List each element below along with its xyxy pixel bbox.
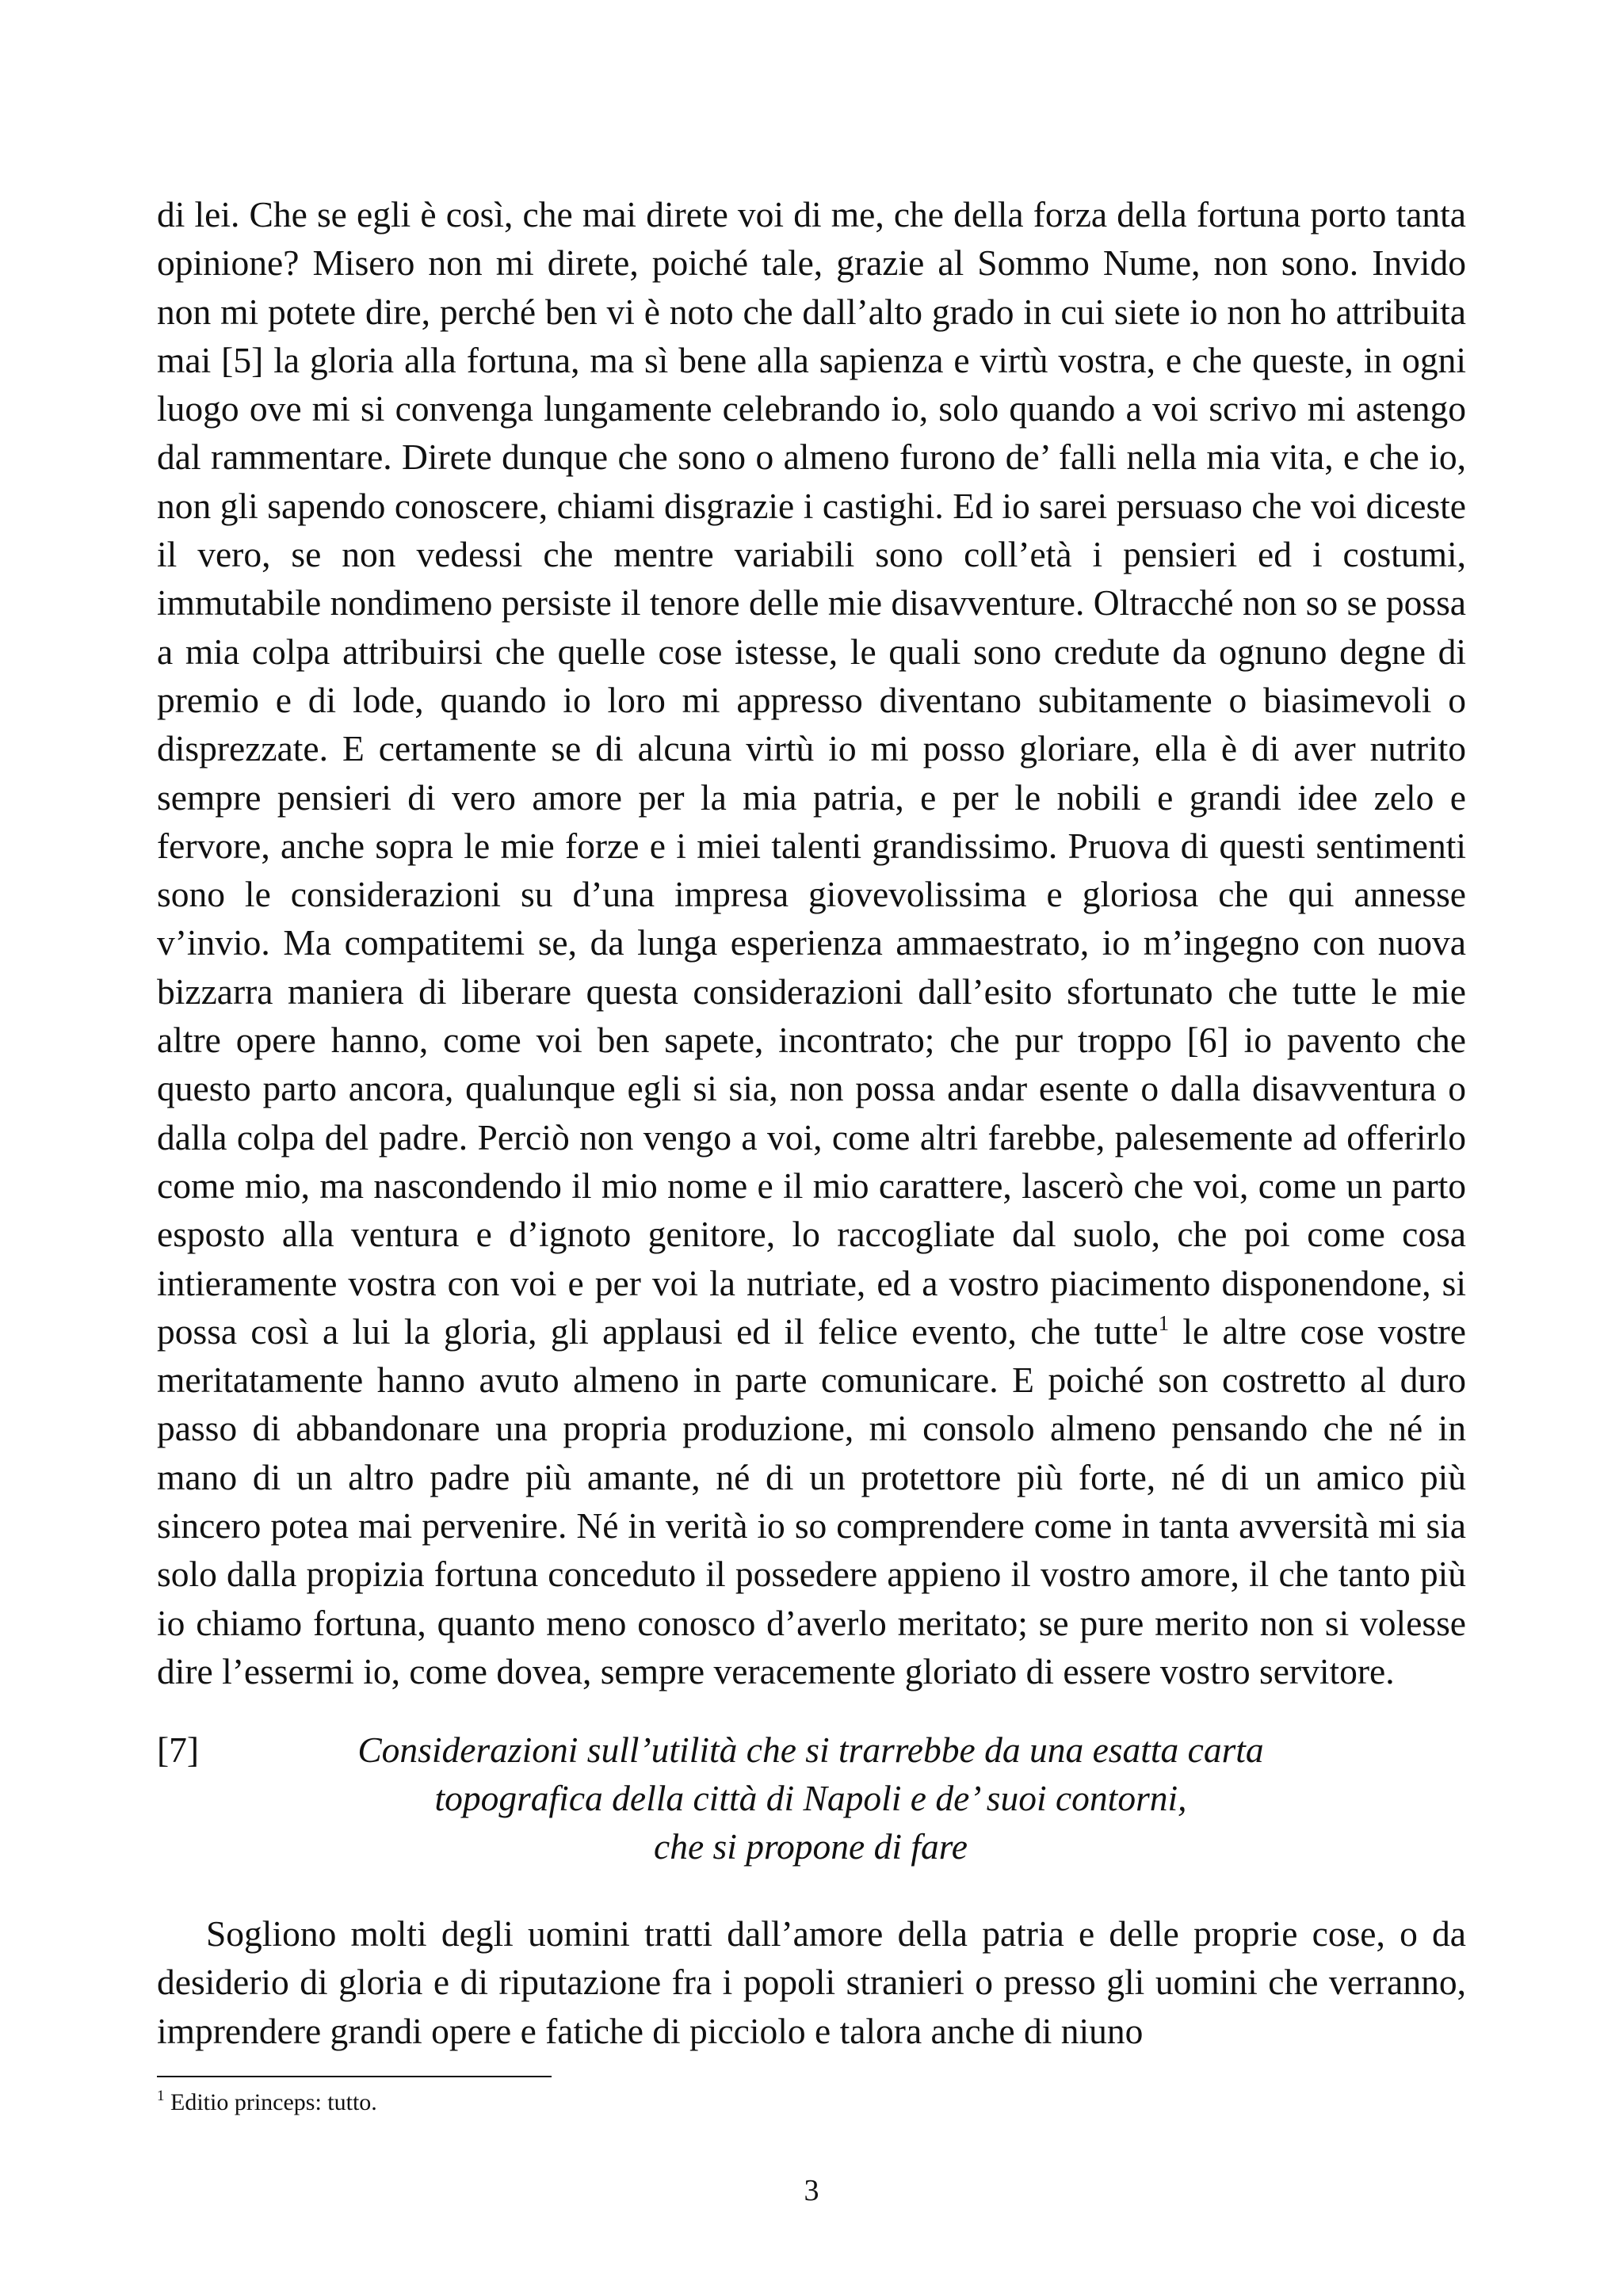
body-paragraph (157, 190, 1466, 1695)
chapter-title (315, 1726, 1306, 1871)
body-text-part-2: le altre cose vostre meritatamente hanno avuto almeno in parte comunicare. E poiché son costretto al duro passo di abbandonare una propria produzione, mi consolo almeno pensando che né in mano di un altro padre più amante, né di un protettore più forte, né di un amico più sincero potea mai pervenire. Né in verità io so comprendere come in tanta avversità mi sia solo dalla propizia fortuna conceduto il possedere appieno il vostro amore, il che tanto più io chiamo fortuna, quanto meno conosco d’averlo meritato; se pure merito non si volesse dire l’essermi io, come dovea, sempre veracemente gloriato di essere vostro servitore. (157, 1310, 1467, 1691)
footnote-reference[interactable]: 1 (1158, 1310, 1170, 1335)
body-text-part-1: di lei. Che se egli è così, che mai direte voi di me, che della forza della fortuna porto tanta opinione? Misero non mi direte, poiché tale, grazie al Sommo Nume, non sono. Invido non mi potete dire, perché ben vi è noto che dall’alto grado in cui siete io non ho attribuita mai [5] la gloria alla fortuna, ma sì bene alla sapienza e virtù vostra, e che queste, in ogni luogo ove mi si convenga lungamente celebrando io, solo quando a voi scrivo mi astengo dal rammentare. Direte dunque che sono o almeno furono de’ falli nella mia vita, e che io, non gli sapendo conoscere, chiami disgrazie i castighi. Ed io sarei persuaso che voi diceste il vero, se non vedessi che mentre variabili sono coll’età i pensieri ed i costumi, immutabile nondimeno persiste il tenore delle mie disavventure. Oltracché non so se possa a mia colpa attribuirsi che quelle cose istesse, le quali sono credute da ognuno degne di premio e di lode, quando io loro mi appresso diventano subitamente o biasimevoli o disprezzate. E certamente se di alcuna virtù io mi posso gloriare, ella è di aver nutrito sempre pensieri di vero amore per la mia patria, e per le nobili e grandi idee zelo e fervore, anche sopra le mie forze e i miei talenti grandissimo. Pruova di questi sentimenti sono le considerazioni su d’una impresa giovevolissima e gloriosa che qui annesse v’invio. Ma compatitemi se, da lunga esperienza ammaestrato, io m’ingegno con nuova bizzarra maniera di liberare questa considerazioni dall’esito sfortunato che tutte le mie altre opere hanno, come voi ben sapete, incontrato; che pur troppo [6] io pavento che questo parto ancora, qualunque egli si sia, non possa andar esente o dalla disavventura o dalla colpa del padre. Perciò non vengo a voi, come altri farebbe, palesemente ad offerirlo come mio, ma nascondendo il mio nome e il mio carattere, lascerò che voi, come un parto esposto alla ventura e d’ignoto genitore, lo raccogliate dal suolo, che poi come cosa intieramente vostra con voi e per voi la nutriate, ed a vostro piacimento disponendone, si possa così a lui la gloria, gli applausi ed il felice evento, che tutte (157, 194, 1466, 1352)
chapter-title-line: topografica della città di Napoli e de’ suoi contorni, (434, 1778, 1187, 1818)
footnote (157, 2087, 377, 2119)
chapter-first-paragraph (157, 1909, 1466, 2055)
chapter-title-line: che si propone di fare (654, 1826, 968, 1867)
chapter-first-paragraph-text: Sogliono molti degli uomini tratti dall’amore della patria e delle proprie cose, o da desiderio di gloria e di riputazione fra i popoli stranieri o presso gli uomini che verranno, imprendere grandi opere e fatiche di picciolo e talora anche di niuno (157, 1913, 1466, 2051)
footnote-number: 1 (157, 2088, 165, 2104)
chapter-number: [7] (157, 1730, 200, 1770)
body-paragraph-text (157, 190, 1466, 1695)
footnote-separator (157, 2076, 552, 2077)
footnote-text: Editio princeps: tutto. (164, 2089, 377, 2115)
chapter-title-line: Considerazioni sull’utilità che si trarrebbe da una esatta carta (357, 1730, 1264, 1770)
page-number: 3 (804, 2174, 819, 2207)
